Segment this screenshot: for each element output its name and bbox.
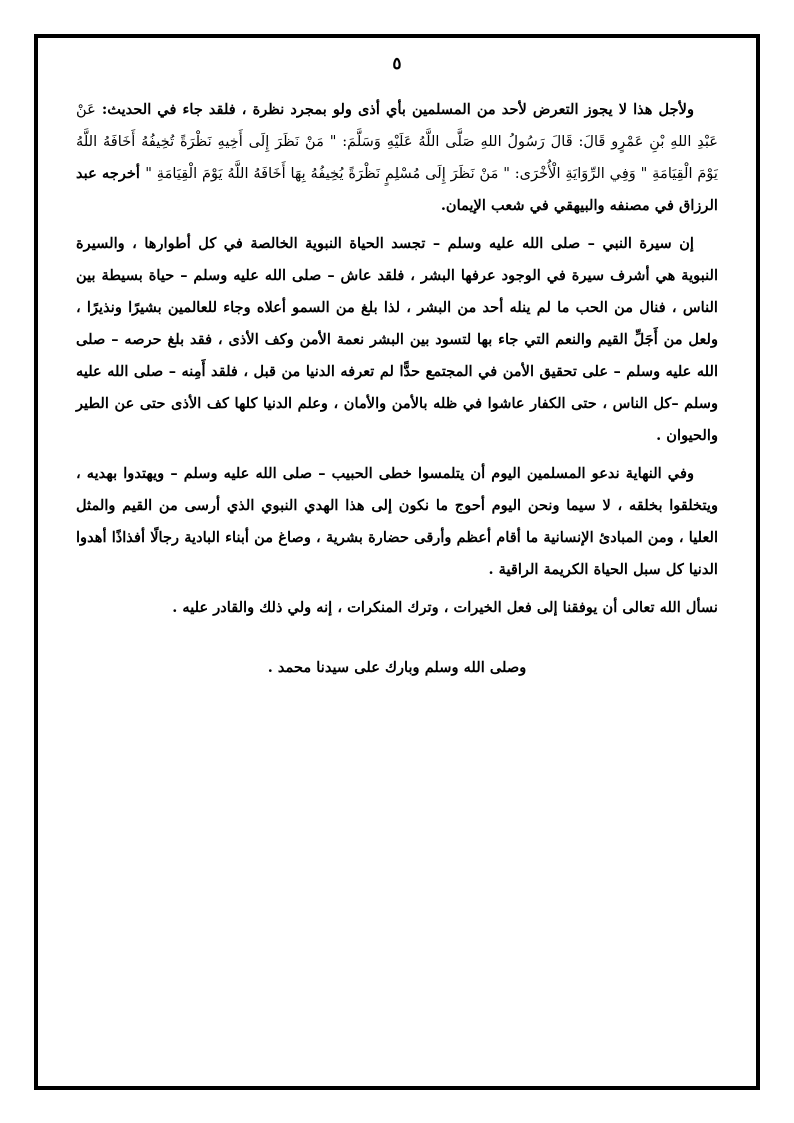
paragraph-prayer: نسأل الله تعالى أن يوفقنا إلى فعل الخيرات ، وترك المنكرات ، إنه ولي ذلك والقادر عليه . [172,599,718,616]
page-border-frame [34,34,760,1090]
closing-salutation: وصلى الله وسلم وبارك على سيدنا محمد . [267,659,527,676]
page-number: ٥ [392,54,402,74]
hadith-source: أخرجه عبد الرزاق في مصنفه والبيهقي في شعب الإيمان. [76,165,718,214]
paragraph-conclusion: وفي النهاية ندعو المسلمين اليوم أن يتلمسوا خطى الحبيب – صلى الله عليه وسلم – ويهتدوا بهديه ، ويتخلقوا بخلقه ، لا سيما ونحن اليوم أحوج ما نكون إلى هذا الهدي النبوي الذي أرسى من القيم والمثل العليا ، ومن المبادئ الإنسانية ما أقام أعظم وأرقى حضارة بشرية ، وصاغ من أبناء البادية رجالًا أفذاذًا أهدوا الدنيا كل سبل الحياة الكريمة الراقية . [76,465,718,578]
paragraph-intro: ولأجل هذا لا يجوز التعرض لأحد من المسلمين بأي أذى ولو بمجرد نظرة ، فلقد جاء في الحديث: [95,101,694,118]
paragraph-seerah: إن سيرة النبي – صلى الله عليه وسلم – تجسد الحياة النبوية الخالصة في كل أطوارها ، والسيرة النبوية هي أشرف سيرة في الوجود عرفها البشر ، فلقد عاش – صلى الله عليه وسلم – حياة بسيطة بين الناس ، فنال من الحب ما لم ينله أحد من البشر ، لذا بلغ من السمو أعلاه وجاء للعالمين بشيرًا ونذيرًا ، ولعل من أَجَلِّ القيم والنعم التي جاء بها لتسود بين البشر نعمة الأمن وكف الأذى ، فقد بلغ حرصه – صلى الله عليه وسلم – على تحقيق الأمن في المجتمع حدًّا لم تعرفه الدنيا من قبل ، فلقد أَمِنه – صلى الله عليه وسلم –كل الناس ، حتى الكفار عاشوا في ظله بالأمن والأمان ، وعلم الدنيا كلها كف الأذى حتى عن الطير والحيوان . [76,235,718,444]
page-body [76,94,718,684]
paragraph-hadith [76,94,718,222]
hadith-text: عَنْ عَبْدِ اللهِ بْنِ عَمْرٍو قَالَ: قَالَ رَسُولُ اللهِ صَلَّى اللَّهُ عَلَيْهِ وَسَلَّمَ: " مَنْ نَظَرَ إِلَى أَخِيهِ نَظْرَةً تُخِيفُهُ أَخَافَهُ اللَّهُ يَوْمَ الْقِيَامَةِ " وَفِي الرِّوَايَةِ الْأُخْرَى: " مَنْ نَظَرَ إِلَى مُسْلِمٍ نَظْرَةً يُخِيفُهُ بِهَا أَخَافَهُ اللَّهُ يَوْمَ الْقِيَامَةِ " [76,101,718,182]
